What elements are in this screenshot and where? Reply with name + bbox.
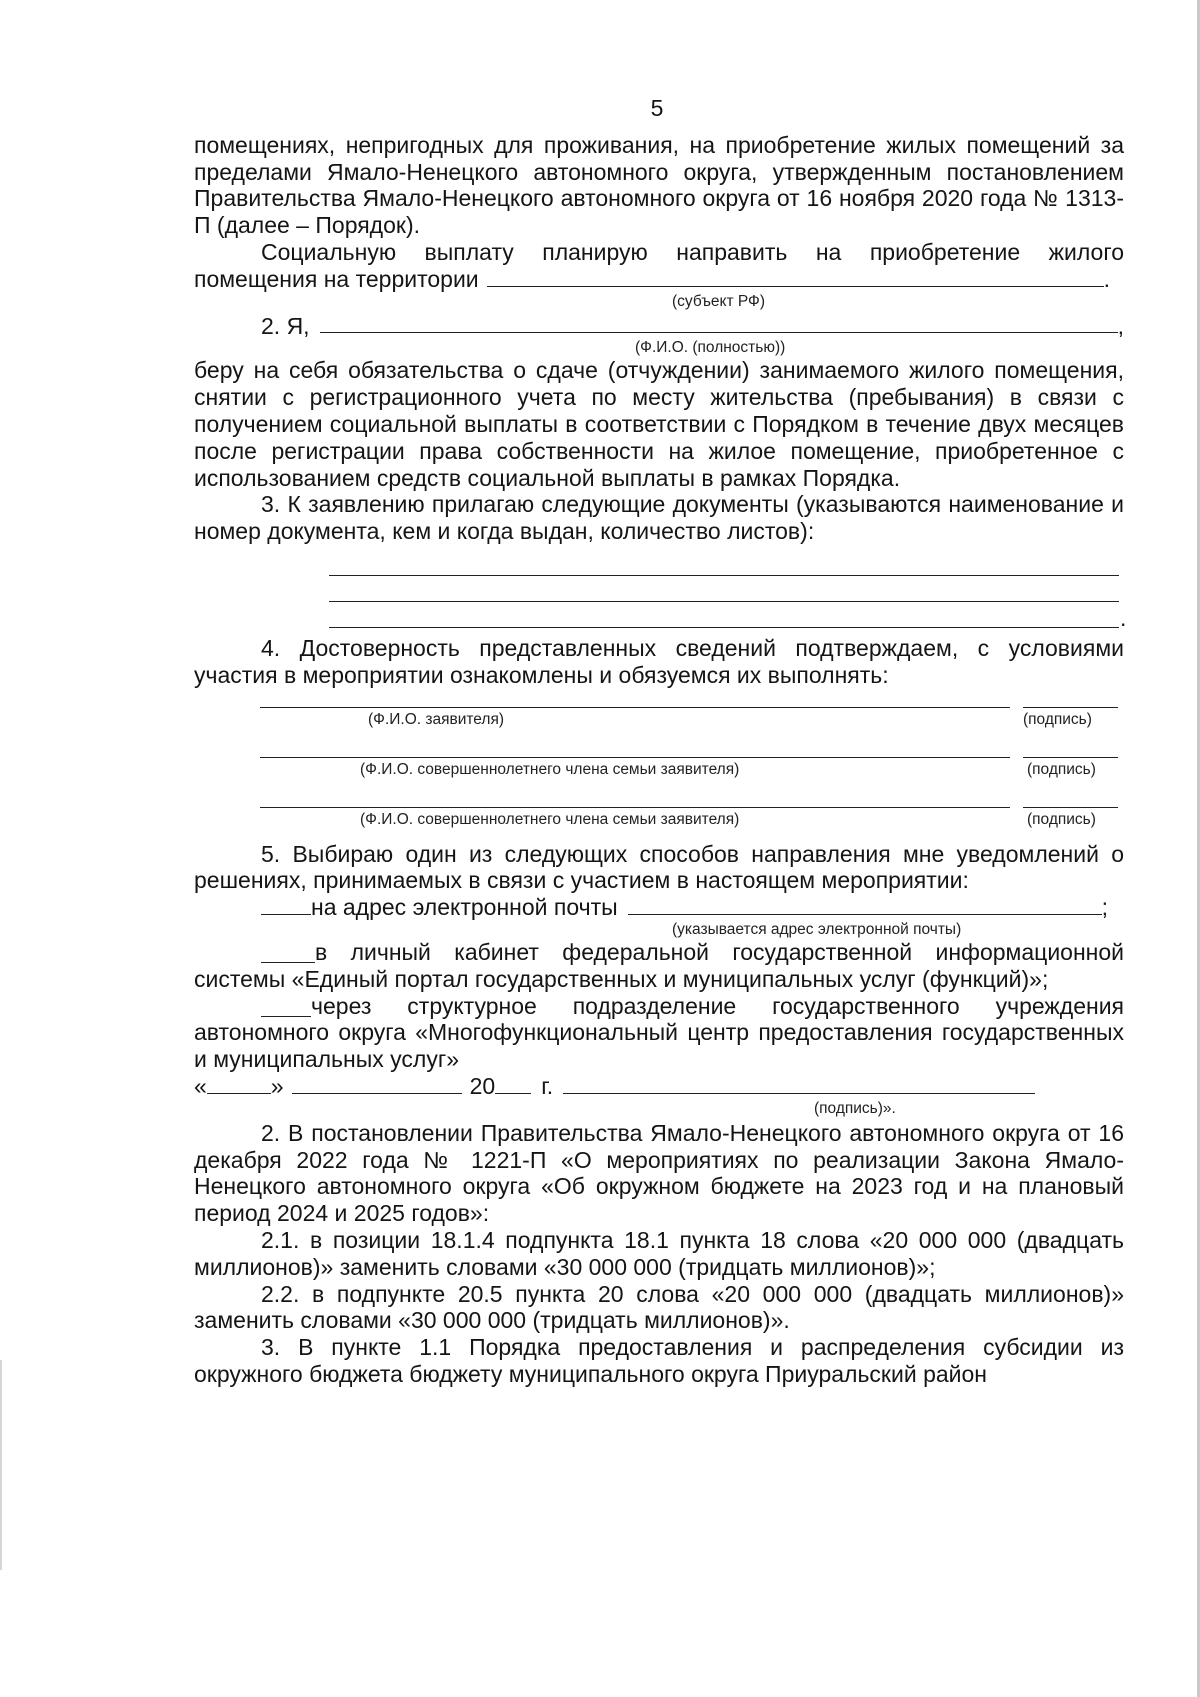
item2-row (194, 313, 1124, 340)
date-row (194, 1073, 1124, 1100)
amendment-2: 2. В постановлении Правительства Ямало-Ненецкого автономного округа от 16 декабря 2022 года № 1221-П «О мероприятиях по реализации Закона Ямало-Ненецкого автономного округа «Об окружном бюджете на 2023 год и на плановый период 2024 и 2025 годов»: (194, 1119, 1124, 1227)
caption-final-signature: (подпись)». (814, 1099, 896, 1117)
document-page (194, 95, 1127, 1388)
signature-sign-line-1[interactable] (1023, 707, 1118, 708)
item4-text: 4. Достоверность представленных сведений подтверждаем, с условиями участия в мероприятии ознакомлены и обязуемся их выполнять: (194, 634, 1124, 688)
option-portal-checkbox[interactable] (261, 944, 315, 963)
documents-line-1[interactable] (329, 575, 1119, 576)
amendment-2-1: 2.1. в позиции 18.1.4 подпункта 18.1 пункта 18 слова «20 000 000 (двадцать миллионов)» заменить словами «30 000 000 (тридцать миллионов)»; (194, 1226, 1124, 1280)
paragraph-intro: помещениях, непригодных для проживания, на приобретение жилых помещений за пределами Ямало-Ненецкого автономного округа, утвержденным постановлением Правительства Ямало-Ненецкого автономного округа от 16 ноября 2020 года № 1313-П (далее – Порядок). (194, 131, 1124, 239)
applicant-fio-field[interactable] (320, 314, 1118, 333)
signatures-block (194, 689, 1124, 841)
social-payout-line2 (194, 266, 1124, 293)
signature-caption-2: (Ф.И.О. совершеннолетнего члена семьи заявителя) (360, 760, 740, 778)
date-year-prefix: 20 (469, 1072, 496, 1099)
option-email-checkbox[interactable] (261, 896, 311, 915)
option-portal-label: в личный кабинет федеральной государственной информационной системы «Единый портал государственных и муниципальных услуг (функций)»; (194, 938, 1124, 992)
caption-fio-full: (Ф.И.О. (полностью)) (635, 339, 786, 357)
email-address-field[interactable] (628, 896, 1102, 915)
option-email-row (194, 894, 1124, 921)
page-number: 5 (650, 95, 664, 121)
amendment-2-2: 2.2. в подпункте 20.5 пункта 20 слова «20 000 000 (двадцать миллионов)» заменить словами «30 000 000 (тридцать миллионов)». (194, 1280, 1124, 1334)
item2-text: беру на себя обязательства о сдаче (отчуждении) занимаемого жилого помещения, снятии с регистрационного учета по месту жительства (пребывания) в связи с получением социальной выплаты в соответствии с Порядком в течение двух месяцев после регистрации права собственности на жилое помещение, приобретенное с использованием средств социальной выплаты в рамках Порядка. (194, 357, 1124, 491)
date-month-field[interactable] (292, 1075, 462, 1094)
documents-list (194, 545, 1127, 631)
date-g-label: г. (541, 1072, 554, 1099)
option-email-end: ; (1101, 894, 1108, 921)
signature-caption-3: (Ф.И.О. совершеннолетнего члена семьи заявителя) (360, 810, 740, 828)
documents-end: . (1120, 604, 1127, 631)
signature-fio-line-2[interactable] (260, 757, 1010, 758)
option-email-label: на адрес электронной почты (311, 894, 618, 921)
item3-text: 3. К заявлению прилагаю следующие документы (указываются наименование и номер документа, кем и когда выдан, количество листов): (194, 491, 1124, 545)
caption-email: (указывается адрес электронной почты) (672, 920, 962, 938)
documents-line-3[interactable] (329, 627, 1119, 628)
subject-rf-field[interactable] (487, 268, 1104, 287)
item5-text: 5. Выбираю один из следующих способов направления мне уведомлений о решениях, принимаемых в связи с участием в настоящем мероприятии: (194, 840, 1124, 894)
signature-fio-line-1[interactable] (260, 707, 1010, 708)
item2-label: 2. Я, (261, 312, 310, 339)
signature-sign-caption-1: (подпись) (1023, 710, 1092, 728)
caption-subject: (субъект РФ) (672, 292, 765, 310)
final-signature-field[interactable] (563, 1075, 1035, 1094)
option-portal-row (194, 939, 1124, 993)
social-payout-line1: Социальную выплату планирую направить на приобретение жилого (261, 238, 1124, 265)
signature-sign-caption-2: (подпись) (1027, 760, 1096, 778)
documents-line-2[interactable] (329, 601, 1119, 602)
signature-fio-line-3[interactable] (260, 807, 1010, 808)
item2-end: , (1117, 312, 1124, 339)
signature-sign-line-2[interactable] (1023, 757, 1118, 758)
date-day-field[interactable] (207, 1075, 271, 1094)
signature-sign-caption-3: (подпись) (1027, 810, 1096, 828)
option-mfc-label: через структурное подразделение государственного учреждения автономного округа «Многофункциональный центр предоставления государственных и муниципальных услуг» (194, 992, 1124, 1073)
social-payout-end: . (1103, 265, 1110, 292)
amendment-3: 3. В пункте 1.1 Порядка предоставления и распределения субсидии из окружного бюджета бюджету муниципального округа Приуральский район (194, 1334, 1124, 1387)
social-payout-label: помещения на территории (194, 265, 479, 292)
scan-mark (0, 1360, 2, 1570)
option-mfc-row (194, 993, 1124, 1073)
signature-sign-line-3[interactable] (1023, 807, 1118, 808)
date-open-quote: « (194, 1072, 207, 1099)
option-mfc-checkbox[interactable] (261, 998, 311, 1017)
date-close-quote: » (270, 1072, 284, 1099)
signature-caption-1: (Ф.И.О. заявителя) (368, 710, 505, 728)
date-year-field[interactable] (495, 1075, 531, 1094)
